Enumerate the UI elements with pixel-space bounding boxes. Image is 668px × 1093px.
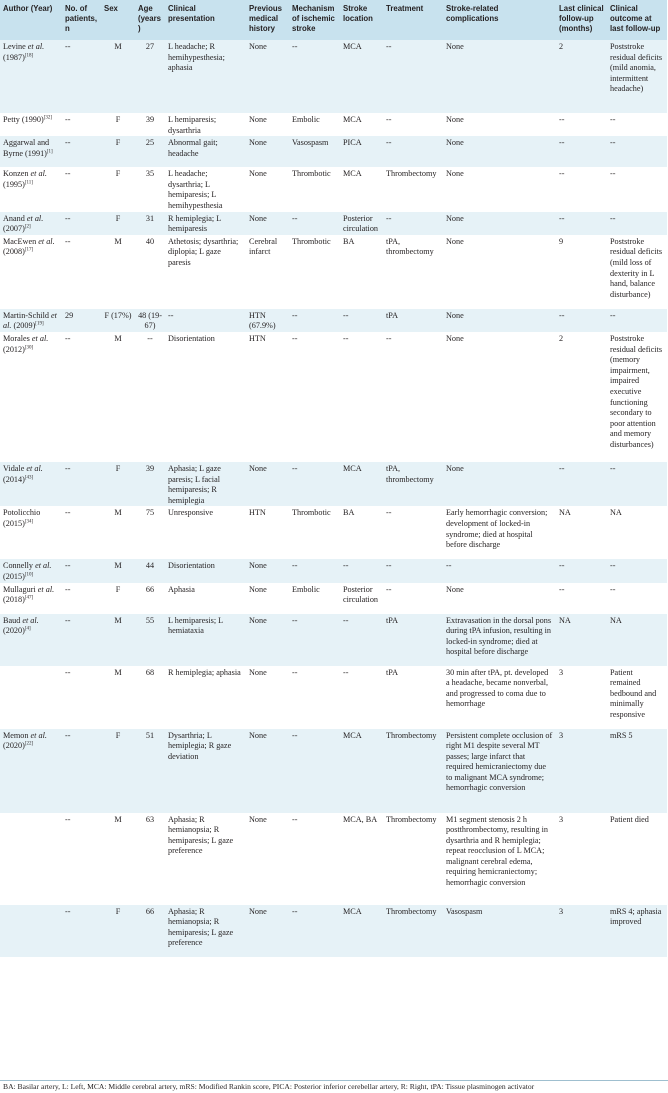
age-cell: 44 xyxy=(145,561,155,571)
patients-cell: -- xyxy=(65,508,71,518)
table-row xyxy=(0,212,667,235)
header-sex: Sex xyxy=(104,4,118,13)
complications-cell: None xyxy=(446,463,464,473)
header-history: Previous medical history xyxy=(249,4,282,34)
author-text: Morales xyxy=(3,333,32,343)
author-text: Anand xyxy=(3,213,27,223)
mechanism-cell: Embolic xyxy=(292,584,320,594)
location-cell: Posterior circulation xyxy=(343,584,379,605)
complications-cell: None xyxy=(446,333,464,343)
complications-cell: None xyxy=(446,115,464,124)
presentation-cell: Disorientation xyxy=(168,561,215,571)
history-cell: HTN xyxy=(249,333,266,343)
age-cell: 35 xyxy=(145,169,155,179)
presentation-cell: Abnormal gait; headache xyxy=(168,138,218,158)
followup-cell: 3 xyxy=(559,906,564,916)
location-cell: -- xyxy=(343,667,349,677)
author-cell xyxy=(0,559,62,582)
author-et-al: et al. xyxy=(27,42,45,51)
age-cell: 39 xyxy=(145,463,155,473)
table-row xyxy=(0,666,667,729)
complications-cell: None xyxy=(446,42,464,51)
reference-marker: [22] xyxy=(24,741,34,747)
author-text: Potolicchio (2015) xyxy=(3,508,41,528)
outcome-cell: -- xyxy=(610,213,616,223)
table-footnote: BA: Basilar artery, L: Left, MCA: Middle cerebral artery, mRS: Modified Rankin score, PICA: Posterior inferior cerebellar artery, R: Right, tPA: Tissue plasminogen activator xyxy=(0,1080,668,1093)
age-cell: 55 xyxy=(145,615,155,625)
presentation-cell: Aphasia; R hemianopsia; R hemiparesis; L gaze preference xyxy=(168,814,234,856)
header-mechanism: Mechanism of ischemic stroke xyxy=(292,4,335,34)
followup-cell: 9 xyxy=(559,236,564,246)
table-row xyxy=(0,235,667,309)
presentation-cell: L headache; dysarthria; L hemiparesis; L hemihypesthesia xyxy=(168,169,223,210)
author-et-al: et al. xyxy=(35,561,52,571)
history-cell: None xyxy=(249,561,267,571)
history-cell: Cerebral infarct xyxy=(249,236,278,257)
followup-cell: -- xyxy=(559,310,565,320)
mechanism-cell: -- xyxy=(292,333,298,343)
reference-marker: [47] xyxy=(24,595,34,601)
sex-cell: M xyxy=(114,561,122,571)
header-outcome: Clinical outcome at last follow-up xyxy=(610,4,661,34)
outcome-cell: -- xyxy=(610,169,616,179)
outcome-cell: Patient died xyxy=(610,814,649,824)
patients-cell: -- xyxy=(65,906,71,916)
complications-cell: -- xyxy=(446,561,452,571)
treatment-cell: -- xyxy=(386,138,392,148)
author-cell xyxy=(0,167,62,211)
author-et-al: et al. xyxy=(26,213,44,223)
mechanism-cell: -- xyxy=(292,463,298,473)
history-cell: None xyxy=(249,906,267,916)
treatment-cell: Thrombectomy xyxy=(386,814,437,824)
treatment-cell: tPA, thrombectomy xyxy=(386,236,434,257)
author-cell xyxy=(0,813,62,905)
sex-cell: F xyxy=(115,213,121,223)
author-cell xyxy=(0,309,62,332)
location-cell: MCA xyxy=(343,169,362,179)
mechanism-cell: -- xyxy=(292,213,298,223)
patients-cell: -- xyxy=(65,213,71,223)
header-presentation: Clinical presentation xyxy=(168,4,215,24)
mechanism-cell: Thrombotic xyxy=(292,508,331,518)
mechanism-cell: -- xyxy=(292,906,298,916)
author-cell xyxy=(0,40,62,113)
table-row xyxy=(0,506,667,559)
author-et-al: et al. xyxy=(30,730,47,740)
author-year: (1987) xyxy=(3,52,25,62)
author-cell xyxy=(0,235,62,309)
location-cell: PICA xyxy=(343,138,362,148)
history-cell: None xyxy=(249,115,267,124)
author-cell xyxy=(0,905,62,957)
outcome-cell: mRS 4; aphasia improved xyxy=(610,906,662,927)
author-cell xyxy=(0,506,62,559)
sex-cell: F xyxy=(115,730,121,740)
presentation-cell: Athetosis; dysarthria; diplopia; L gaze paresis xyxy=(168,236,239,267)
author-cell xyxy=(0,583,62,614)
author-et-al: et al. xyxy=(30,169,47,179)
mechanism-cell: -- xyxy=(292,561,298,571)
age-cell: 48 (19-67) xyxy=(138,310,162,331)
patients-cell: -- xyxy=(65,138,71,148)
complications-cell: None xyxy=(446,310,464,320)
outcome-cell: mRS 5 xyxy=(610,730,633,740)
author-cell xyxy=(0,462,62,506)
treatment-cell: -- xyxy=(386,561,392,571)
outcome-cell: -- xyxy=(610,584,616,594)
outcome-cell: Patient remained bedbound and minimally responsive xyxy=(610,667,657,719)
author-cell xyxy=(0,113,62,136)
patients-cell: -- xyxy=(65,667,71,677)
author-year: (2015) xyxy=(3,571,25,581)
reference-marker: [1] xyxy=(46,149,53,155)
history-cell: None xyxy=(249,463,267,473)
treatment-cell: -- xyxy=(386,115,392,124)
author-year: (2020) xyxy=(3,741,25,751)
followup-cell: -- xyxy=(559,169,565,179)
mechanism-cell: Thrombotic xyxy=(292,236,331,246)
age-cell: 40 xyxy=(145,236,155,246)
patients-cell: 29 xyxy=(65,310,74,320)
table-row xyxy=(0,905,667,957)
patients-cell: -- xyxy=(65,333,71,343)
patients-cell: -- xyxy=(65,115,71,124)
presentation-cell: R hemiplegia; L hemiparesis xyxy=(168,213,221,234)
author-et-al: et al. xyxy=(31,333,49,343)
location-cell: -- xyxy=(343,615,349,625)
table-row xyxy=(0,462,667,506)
author-year: (2008) xyxy=(3,247,25,257)
header-author: Author (Year) xyxy=(3,4,53,13)
mechanism-cell: Embolic xyxy=(292,115,320,124)
treatment-cell: tPA, thrombectomy xyxy=(386,463,434,484)
followup-cell: NA xyxy=(559,615,571,625)
presentation-cell: L hemiparesis; L hemiataxia xyxy=(168,615,223,636)
patients-cell: -- xyxy=(65,814,71,824)
age-cell: 63 xyxy=(145,814,155,824)
history-cell: None xyxy=(249,615,267,625)
treatment-cell: Thrombectomy xyxy=(386,906,437,916)
table-row xyxy=(0,113,667,136)
header-complications: Stroke-related complications xyxy=(446,4,499,24)
table-row xyxy=(0,332,667,462)
header-location: Stroke location xyxy=(343,4,373,24)
followup-cell: 2 xyxy=(559,42,564,51)
author-cell xyxy=(0,136,62,167)
table-row xyxy=(0,136,667,167)
complications-cell: 30 min after tPA, pt. developed a headache, became nonverbal, and progressed to coma due to hemorrhage xyxy=(446,667,549,709)
mechanism-cell: -- xyxy=(292,310,298,320)
complications-cell: None xyxy=(446,213,464,223)
history-cell: None xyxy=(249,730,267,740)
location-cell: MCA xyxy=(343,906,362,916)
author-year: (2007) xyxy=(3,224,25,234)
outcome-cell: -- xyxy=(610,561,616,571)
presentation-cell: Aphasia; R hemianopsia; R hemiparesis; L gaze preference xyxy=(168,906,234,948)
location-cell: MCA xyxy=(343,463,362,473)
presentation-cell: Aphasia xyxy=(168,584,195,594)
header-followup: Last clinical follow-up (months) xyxy=(559,4,604,34)
history-cell: None xyxy=(249,814,267,824)
sex-cell: F xyxy=(115,115,121,124)
history-cell: None xyxy=(249,42,267,51)
history-cell: HTN xyxy=(249,508,266,518)
author-cell xyxy=(0,666,62,729)
complications-cell: None xyxy=(446,236,464,246)
history-cell: None xyxy=(249,138,267,148)
age-cell: 66 xyxy=(145,906,155,916)
presentation-cell: Disorientation xyxy=(168,333,215,343)
outcome-cell: NA xyxy=(610,615,622,625)
author-text: Baud xyxy=(3,615,23,625)
location-cell: -- xyxy=(343,561,349,571)
treatment-cell: Thrombectomy xyxy=(386,730,437,740)
sex-cell: F xyxy=(115,138,121,148)
treatment-cell: Thrombectomy xyxy=(386,169,437,179)
table-row xyxy=(0,559,667,582)
outcome-cell: -- xyxy=(610,463,616,473)
location-cell: MCA xyxy=(343,42,362,51)
followup-cell: -- xyxy=(559,213,565,223)
location-cell: BA xyxy=(343,236,355,246)
outcome-cell: -- xyxy=(610,310,616,320)
treatment-cell: -- xyxy=(386,213,392,223)
author-text: MacEwen xyxy=(3,236,39,246)
location-cell: -- xyxy=(343,310,349,320)
table-row xyxy=(0,40,667,113)
reference-marker: [4] xyxy=(24,626,31,632)
sex-cell: F xyxy=(115,584,121,594)
complications-cell: Vasospasm xyxy=(446,906,483,916)
history-cell: None xyxy=(249,213,267,223)
followup-cell: 3 xyxy=(559,667,564,677)
author-year: (2009) xyxy=(11,321,36,331)
author-year: (2018) xyxy=(3,595,25,605)
sex-cell: M xyxy=(114,236,122,246)
sex-cell: M xyxy=(114,333,122,343)
author-cell xyxy=(0,212,62,235)
treatment-cell: tPA xyxy=(386,310,398,320)
sex-cell: M xyxy=(114,814,122,824)
patients-cell: -- xyxy=(65,615,71,625)
outcome-cell: Poststroke residual deficits (mild anomia, intermittent headache) xyxy=(610,42,663,94)
author-et-al: et al. xyxy=(38,236,55,246)
author-et-al: et al. xyxy=(3,310,57,331)
reference-marker: [11] xyxy=(24,180,33,186)
age-cell: 68 xyxy=(145,667,155,677)
reference-marker: [10] xyxy=(24,572,34,578)
history-cell: None xyxy=(249,667,267,677)
followup-cell: -- xyxy=(559,463,565,473)
treatment-cell: -- xyxy=(386,333,392,343)
patients-cell: -- xyxy=(65,169,71,179)
patients-cell: -- xyxy=(65,584,71,594)
author-text: Memon xyxy=(3,730,31,740)
author-year: (2014) xyxy=(3,474,25,484)
complications-cell: M1 segment stenosis 2 h postthrombectomy, resulting in dysarthria and R hemiplegia; repeat reocclusion of L MCA; malignant cerebral edema, requiring hemicraniectomy; hemorrhagic conversion xyxy=(446,814,549,888)
author-text: Mullaguri xyxy=(3,584,38,594)
location-cell: MCA xyxy=(343,115,362,124)
sex-cell: F xyxy=(115,906,121,916)
history-cell: HTN (67.9%) xyxy=(249,310,276,331)
table-row xyxy=(0,729,667,813)
mechanism-cell: -- xyxy=(292,667,298,677)
presentation-cell: L headache; R hemihypesthesia; aphasia xyxy=(168,42,225,73)
header-treatment: Treatment xyxy=(386,4,424,13)
treatment-cell: tPA xyxy=(386,667,398,677)
reference-marker: [43] xyxy=(24,474,34,480)
mechanism-cell: -- xyxy=(292,42,298,51)
age-cell: -- xyxy=(147,333,153,343)
location-cell: -- xyxy=(343,333,349,343)
author-text: Martin-Schild xyxy=(3,310,51,320)
author-text: Levine xyxy=(3,42,28,51)
followup-cell: -- xyxy=(559,584,565,594)
followup-cell: -- xyxy=(559,138,565,148)
author-et-al: et al. xyxy=(26,463,43,473)
treatment-cell: -- xyxy=(386,584,392,594)
location-cell: MCA, BA xyxy=(343,814,378,824)
table-body xyxy=(0,40,667,957)
followup-cell: -- xyxy=(559,115,565,124)
author-text: Aggarwal and Byrne (1991) xyxy=(3,138,50,158)
complications-cell: Persistent complete occlusion of right M1 despite several MT passes; large infarct that required hemicraniectomy due to malignant MCA syndrome; hemorrhagic conversion xyxy=(446,730,553,793)
author-cell xyxy=(0,614,62,666)
table-row xyxy=(0,583,667,614)
sex-cell: F xyxy=(115,463,121,473)
followup-cell: 3 xyxy=(559,730,564,740)
author-cell xyxy=(0,729,62,813)
presentation-cell: R hemiplegia; aphasia xyxy=(168,667,241,677)
table-row xyxy=(0,167,667,211)
patients-cell: -- xyxy=(65,730,71,740)
presentation-cell: Dysarthria; L hemiplegia; R gaze deviation xyxy=(168,730,232,761)
location-cell: Posterior circulation xyxy=(343,213,379,234)
reference-marker: [19] xyxy=(35,321,44,327)
author-text: Vidale xyxy=(3,463,27,473)
treatment-cell: tPA xyxy=(386,615,398,625)
sex-cell: F xyxy=(115,169,121,179)
outcome-cell: -- xyxy=(610,115,616,124)
outcome-cell: Poststroke residual deficits (mild loss of dexterity in L hand, balance disturbance) xyxy=(610,236,663,299)
age-cell: 31 xyxy=(145,213,155,223)
header-row xyxy=(0,0,667,40)
complications-cell: Early hemorrhagic conversion; development of locked-in syndrome; died at hospital before discharge xyxy=(446,508,548,550)
location-cell: MCA xyxy=(343,730,362,740)
age-cell: 66 xyxy=(145,584,155,594)
patients-cell: -- xyxy=(65,236,71,246)
age-cell: 27 xyxy=(145,42,155,51)
reference-marker: [32] xyxy=(43,115,53,121)
header-age: Age (years) xyxy=(138,4,161,34)
history-cell: None xyxy=(249,584,267,594)
followup-cell: 3 xyxy=(559,814,564,824)
reference-marker: [34] xyxy=(24,519,34,525)
author-year: (2020) xyxy=(3,626,25,636)
author-text: Petty (1990) xyxy=(3,115,44,124)
mechanism-cell: -- xyxy=(292,814,298,824)
complications-cell: Extravasation in the dorsal pons during tPA infusion, resulting in locked-in syndrome; died at hospital before discharge xyxy=(446,615,552,657)
sex-cell: F (17%) xyxy=(104,310,132,320)
sex-cell: M xyxy=(114,615,122,625)
patients-cell: -- xyxy=(65,42,71,51)
followup-cell: NA xyxy=(559,508,571,518)
presentation-cell: Aphasia; L gaze paresis; L facial hemiparesis; R hemiplegia xyxy=(168,463,221,505)
followup-cell: -- xyxy=(559,561,565,571)
sex-cell: M xyxy=(114,508,122,518)
sex-cell: M xyxy=(114,667,122,677)
mechanism-cell: Thrombotic xyxy=(292,169,331,179)
author-et-al: et al. xyxy=(37,584,55,594)
table-row xyxy=(0,813,667,905)
complications-cell: None xyxy=(446,169,464,179)
history-cell: None xyxy=(249,169,267,179)
outcome-cell: -- xyxy=(610,138,616,148)
age-cell: 75 xyxy=(145,508,155,518)
mechanism-cell: -- xyxy=(292,730,298,740)
patients-cell: -- xyxy=(65,463,71,473)
author-year: (2012) xyxy=(3,344,25,354)
complications-cell: None xyxy=(446,584,464,594)
outcome-cell: NA xyxy=(610,508,622,518)
age-cell: 39 xyxy=(145,115,155,124)
author-year: (1995) xyxy=(3,179,25,189)
header-patients: No. of patients, n xyxy=(65,4,98,34)
treatment-cell: -- xyxy=(386,42,392,51)
treatment-cell: -- xyxy=(386,508,392,518)
mechanism-cell: Vasospasm xyxy=(292,138,329,148)
outcome-cell: Poststroke residual deficits (memory impairment, impaired executive functioning secondary to poor attention and memory disturbances) xyxy=(610,333,663,449)
author-text: Konzen xyxy=(3,169,31,179)
author-et-al: et al. xyxy=(22,615,39,625)
author-text: Connelly xyxy=(3,561,36,571)
presentation-cell: Unresponsive xyxy=(168,508,214,518)
age-cell: 25 xyxy=(145,138,155,148)
location-cell: BA xyxy=(343,508,355,518)
reference-marker: [18] xyxy=(24,52,34,58)
table-row xyxy=(0,614,667,666)
presentation-cell: L hemiparesis; dysarthria xyxy=(168,115,217,135)
mechanism-cell: -- xyxy=(292,615,298,625)
table-row xyxy=(0,309,667,332)
age-cell: 51 xyxy=(145,730,155,740)
reference-marker: [30] xyxy=(24,344,34,350)
author-cell xyxy=(0,332,62,462)
followup-cell: 2 xyxy=(559,333,564,343)
patients-cell: -- xyxy=(65,561,71,571)
reference-marker: [2] xyxy=(24,224,31,230)
complications-cell: None xyxy=(446,138,464,148)
reference-marker: [17] xyxy=(24,247,34,253)
sex-cell: M xyxy=(114,42,122,51)
presentation-cell: -- xyxy=(168,310,174,320)
